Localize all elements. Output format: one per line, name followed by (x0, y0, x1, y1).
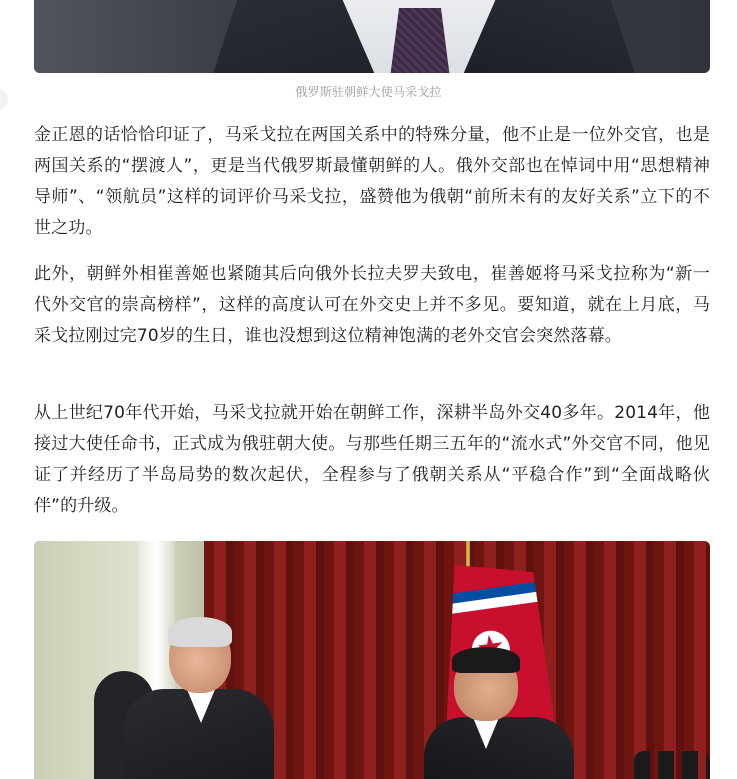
photo-tie (390, 8, 450, 73)
article-paragraph-1: 金正恩的话恰恰印证了，马采戈拉在两国关系中的特殊分量，他不止是一位外交官，也是两国关系的“摆渡人”，更是当代俄罗斯最懂朝鲜的人。俄外交部也在悼词中用“思想精神导师”、“领航员”这样的词评价马采戈拉，盛赞他为俄朝“前所未有的友好关系”立下的不世之功。 (34, 125, 710, 238)
bottom-photo (34, 541, 710, 779)
photo-chairs (634, 751, 710, 779)
article-paragraph-3: 从上世纪70年代开始，马采戈拉就开始在朝鲜工作，深耕半岛外交40多年。2014年，他接过大使任命书，正式成为俄驻朝大使。与那些任期三五年的“流水式”外交官不同，他见证了并经历了半岛局势的数次起伏，全程参与了俄朝关系从“平稳合作”到“全面战略伙伴”的升级。 (34, 403, 710, 516)
top-photo (34, 0, 710, 73)
article-paragraph-2: 此外，朝鲜外相崔善姬也紧随其后向俄外长拉夫罗夫致电，崔善姬将马采戈拉称为“新一代外交官的崇高榜样”，这样的高度认可在外交史上并不多见。要知道，就在上月底，马采戈拉刚过完70岁的生日，谁也没想到这位精神饱满的老外交官会突然落幕。 (34, 264, 710, 346)
photo-person-right (424, 651, 574, 779)
photo-background (34, 0, 234, 73)
photo-caption: 俄罗斯驻朝鲜大使马采戈拉 (295, 85, 442, 99)
person-left-hair (168, 617, 232, 647)
person-right-body (424, 717, 574, 779)
photo-person-left (124, 621, 274, 779)
person-right-hair (452, 647, 520, 673)
